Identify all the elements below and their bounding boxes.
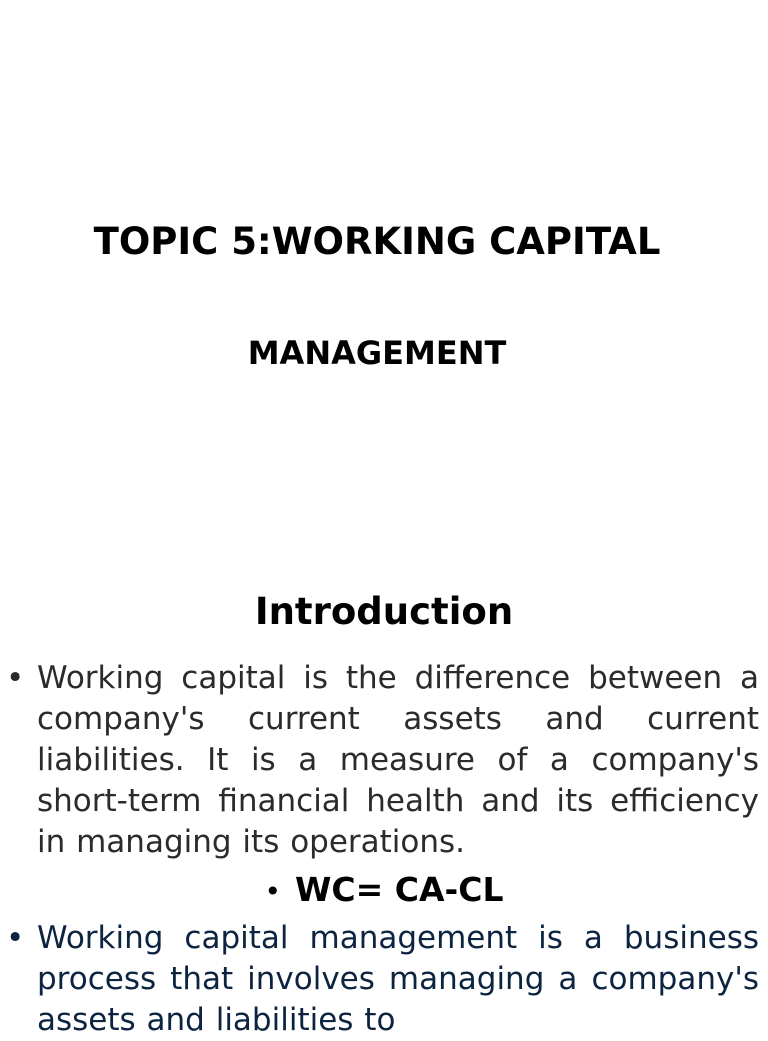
bullet-marker: •: [264, 875, 282, 908]
formula-line: [0, 868, 768, 914]
bullet-marker: •: [6, 660, 25, 696]
formula-text: WC= CA-CL: [295, 870, 504, 909]
bullet-text: Working capital management is a business process that involves managing a company's assets and liabilities to: [37, 920, 759, 1038]
bullet-text: Working capital is the difference between a company's current assets and current liabilities. It is a measure of a company's short-term financial health and its efficiency in managing its operations.: [37, 660, 759, 860]
bullet-marker: •: [6, 920, 25, 956]
section-heading: Introduction: [254, 590, 514, 633]
page-title-line-1: TOPIC 5:WORKING CAPITAL: [93, 220, 661, 263]
page-title-line-2: MANAGEMENT: [247, 334, 507, 372]
